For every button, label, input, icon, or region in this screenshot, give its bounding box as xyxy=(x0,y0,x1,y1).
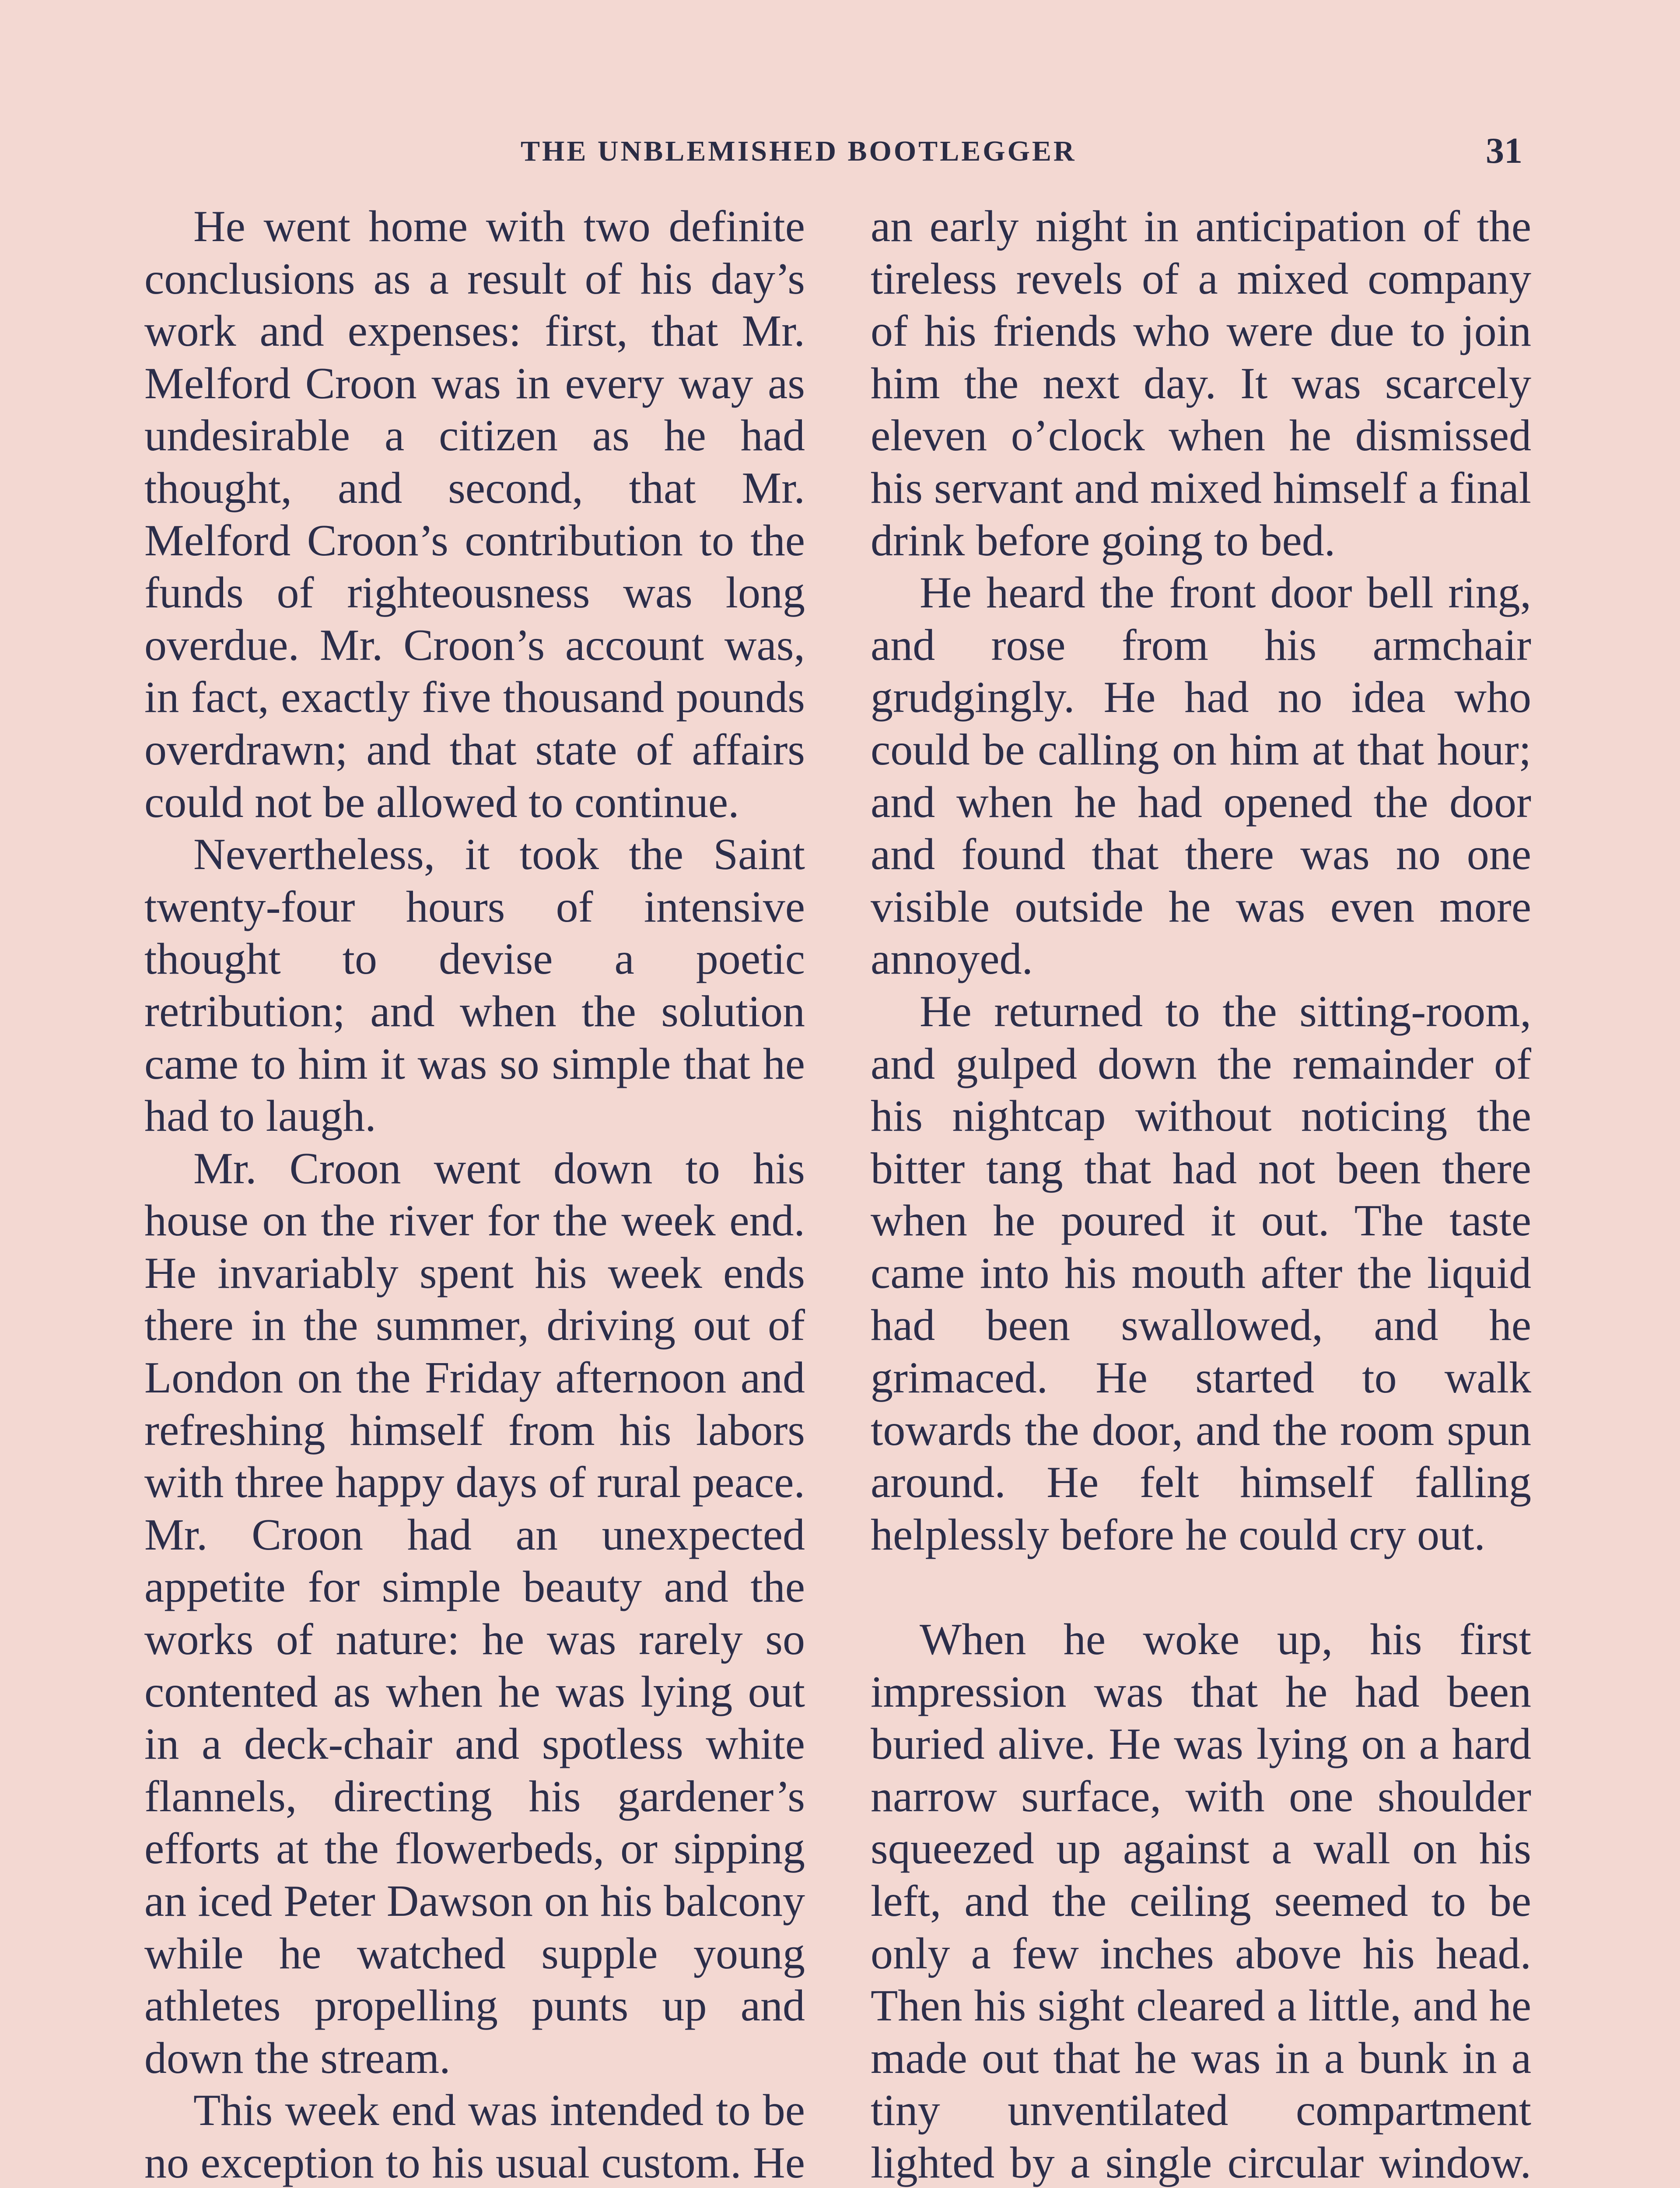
paragraph: This week end was intended to be no exception to his usual custom. He xyxy=(144,2086,805,2188)
paragraph-continuation: an early night in anticipation of the tireless revels of a mixed company of his friends who were due to join him the next day. It was scarcely eleven o’clock when he dismissed his servant and mixed himself a final drink before going to bed. xyxy=(871,202,1531,565)
page-number: 31 xyxy=(1486,130,1522,171)
running-title: THE UNBLEMISHED BOOTLEGGER xyxy=(521,135,1077,167)
paragraph: When he woke up, his first impression was that he had been buried alive. He was lying on a hard narrow surface, with one shoulder squeezed up against a wall on his left, and the ceiling seemed to be only a few inches above his head. Then his sight cleared a little, and he made out that he was in a bunk in a tiny unventilated compartment lighted by a single circular window. xyxy=(871,1615,1531,2188)
right-column xyxy=(871,200,1531,2188)
paragraph: He returned to the sitting-room, and gulped down the remainder of his nightcap without noticing the bitter tang that had not been there when he poured it out. The taste came into his mouth after the liquid had been swallowed, and he grimaced. He started to walk towards the door, and the room spun around. He felt himself falling helplessly before he could cry out. xyxy=(871,986,1531,1560)
section-break xyxy=(871,1561,1531,1613)
paragraph: Nevertheless, it took the Saint twenty-four hours of intensive thought to devise a poetic retribution; and when the solution came to him it was so simple that he had to laugh. xyxy=(144,830,805,1141)
left-column xyxy=(144,200,805,2188)
paragraph: He went home with two definite conclusions as a result of his day’s work and expenses: first, that Mr. Melford Croon was in every way as undesirable a citizen as he had thought, and second, that Mr. Melford Croon’s contribution to the funds of righteousness was long overdue. Mr. Croon’s account was, in fact, exactly five thousand pounds overdrawn; and that state of affairs could not be allowed to continue. xyxy=(144,202,805,827)
paragraph: He heard the front door bell ring, and rose from his armchair grudgingly. He had no idea who could be calling on him at that hour; and when he had opened the door and found that there was no one visible outside he was even more annoyed. xyxy=(871,568,1531,984)
paragraph: Mr. Croon went down to his house on the river for the week end. He invariably spent his week ends there in the summer, driving out of London on the Friday afternoon and refreshing himself from his labors with three happy days of rural peace. Mr. Croon had an unexpected appetite for simple beauty and the works of nature: he was rarely so contented as when he was lying out in a deck-chair and spotless white flannels, directing his gardener’s efforts at the flowerbeds, or sipping an iced Peter Dawson on his balcony while he watched supple young athletes propelling punts up and down the stream. xyxy=(144,1143,805,2083)
